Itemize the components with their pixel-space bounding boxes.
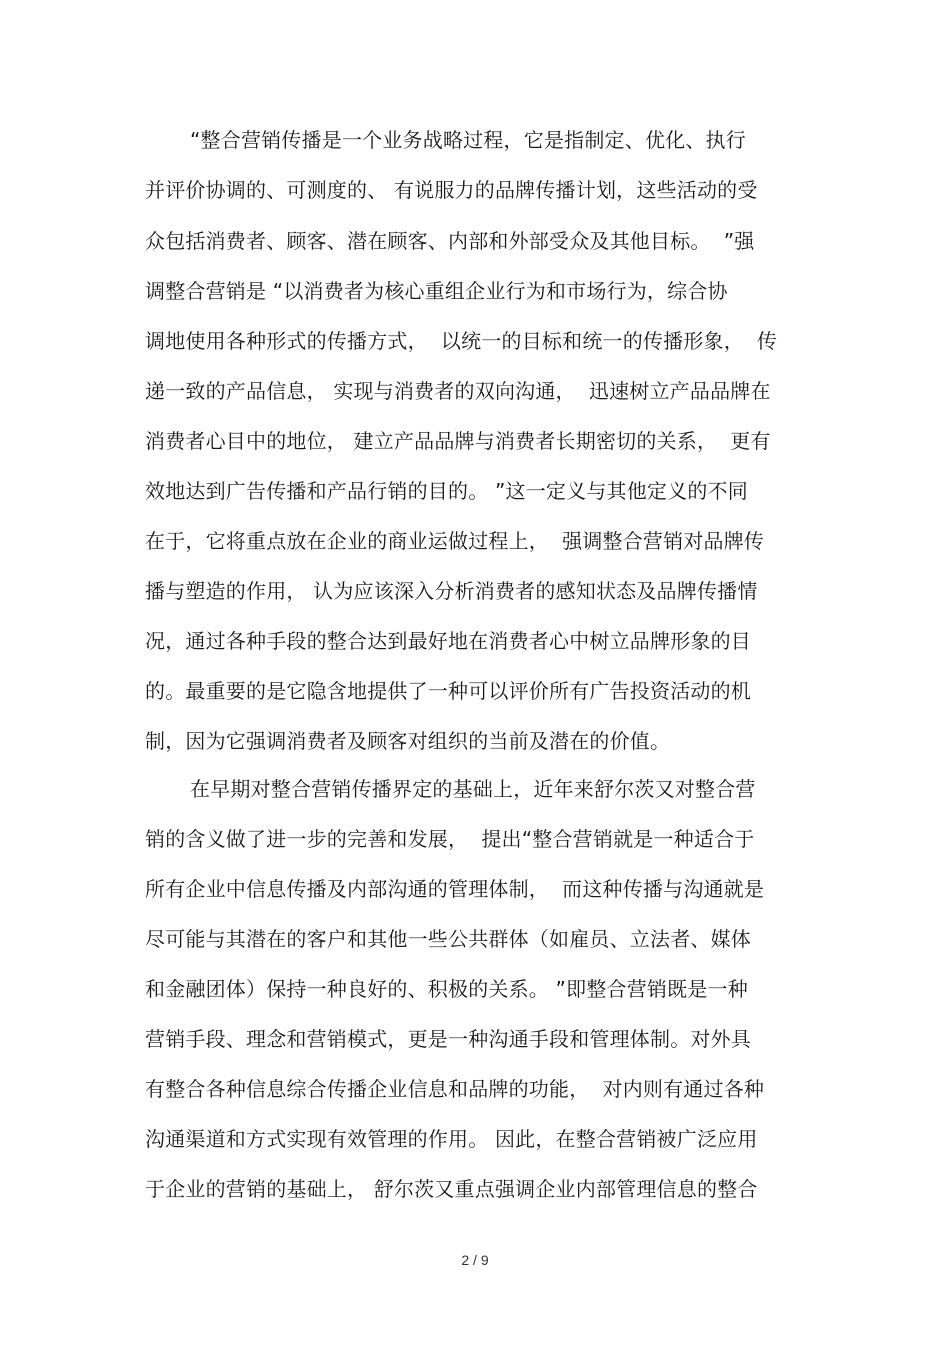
text-line: 沟通渠道和方式实现有效管理的作用。 因此，在整合营销被广泛应用 [145, 1127, 758, 1151]
text-line: 尽可能与其潜在的客户和其他一些公共群体（如雇员、立法者、媒体 [145, 927, 751, 951]
text-line: 制，因为它强调消费者及顾客对组织的当前及潜在的价值。 [145, 729, 671, 753]
text-line: 的。最重要的是它隐含地提供了一种可以评价所有广告投资活动的机 [145, 679, 751, 703]
text-line: “整合营销传播是一个业务战略过程，它是指制定、优化、执行 [190, 128, 746, 152]
text-line: 销的含义做了进一步的完善和发展， 提出“整合营销就是一种适合于 [145, 827, 755, 851]
text-line: 在早期对整合营销传播界定的基础上，近年来舒尔茨又对整合营 [190, 777, 756, 801]
text-line: 况，通过各种手段的整合达到最好地在消费者心中树立品牌形象的目 [145, 629, 751, 653]
text-line: 效地达到广告传播和产品行销的目的。 ”这一定义与其他定义的不同 [145, 479, 748, 503]
text-line: 有整合各种信息综合传播企业信息和品牌的功能， 对内则有通过各种 [145, 1077, 765, 1101]
text-line: 播与塑造的作用， 认为应该深入分析消费者的感知状态及品牌传播情 [145, 579, 758, 603]
text-line: 消费者心目中的地位， 建立产品品牌与消费者长期密切的关系， 更有 [145, 429, 771, 453]
text-line: 并评价协调的、可测度的、 有说服力的品牌传播计划，这些活动的受 [145, 178, 758, 202]
text-line: 所有企业中信息传播及内部沟通的管理体制， 而这种传播与沟通就是 [145, 877, 765, 901]
text-line: 和金融团体）保持一种良好的、积极的关系。 ”即整合营销既是一种 [145, 977, 748, 1001]
page-number: 2 / 9 [461, 1252, 489, 1268]
text-line: 营销手段、理念和营销模式，更是一种沟通手段和管理体制。对外具 [145, 1027, 751, 1051]
text-line: 调整合营销是 “以消费者为核心重组企业行为和市场行为，综合协 [145, 279, 728, 303]
text-line: 递一致的产品信息， 实现与消费者的双向沟通， 迅速树立产品品牌在 [145, 379, 771, 403]
text-line: 于企业的营销的基础上， 舒尔茨又重点强调企业内部管理信息的整合 [145, 1177, 758, 1201]
text-line: 众包括消费者、顾客、潜在顾客、内部和外部受众及其他目标。 ”强 [145, 229, 755, 253]
text-line: 在于，它将重点放在企业的商业运做过程上， 强调整合营销对品牌传 [145, 529, 765, 553]
text-line: 调地使用各种形式的传播方式， 以统一的目标和统一的传播形象， 传 [145, 329, 778, 353]
